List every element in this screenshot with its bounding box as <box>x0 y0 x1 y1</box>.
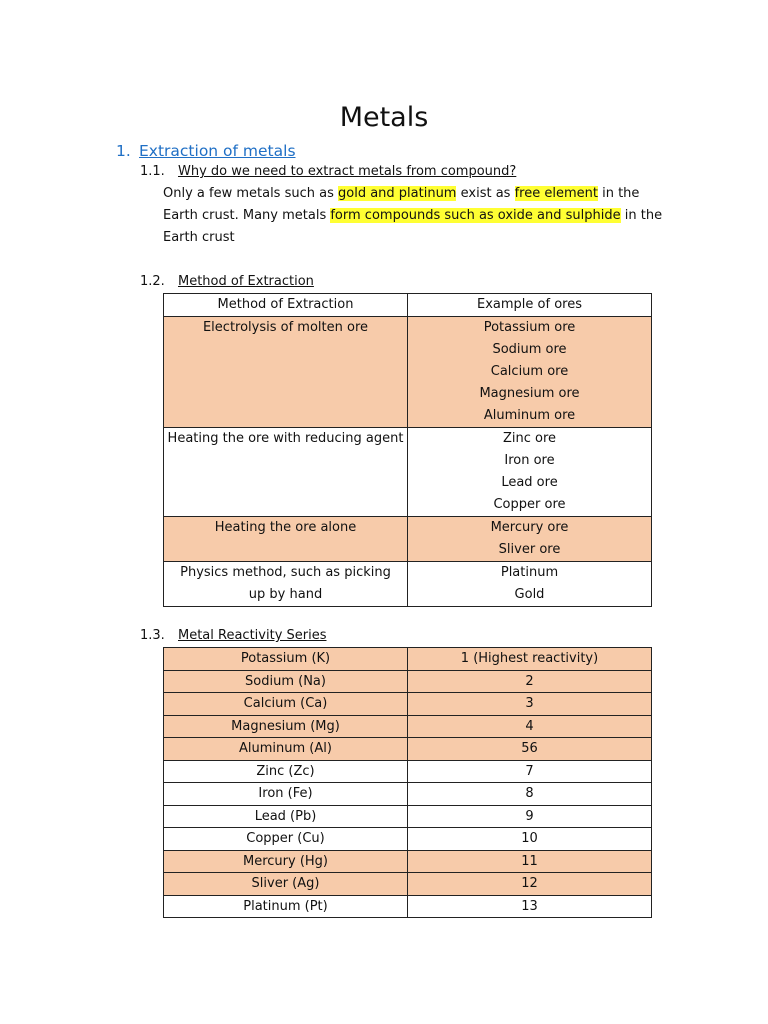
ores-cell <box>408 517 652 562</box>
method-text: Heating the ore alone <box>214 520 357 535</box>
table-row <box>164 805 652 828</box>
metal-cell: Lead (Pb) <box>164 805 408 828</box>
table-row <box>164 873 652 896</box>
table-row <box>164 760 652 783</box>
rank-cell: 11 <box>408 850 652 873</box>
ores-cell <box>408 562 652 607</box>
subsection-heading-why <box>140 162 516 182</box>
rank-cell: 12 <box>408 873 652 896</box>
metal-cell: Iron (Fe) <box>164 783 408 806</box>
text-run: in the Earth crust <box>163 208 663 245</box>
ore-item: Iron ore <box>504 453 555 468</box>
subsection-number: 1.2. <box>140 274 165 289</box>
table-row <box>164 670 652 693</box>
table-row <box>164 850 652 873</box>
page-title: Metals <box>339 102 429 133</box>
method-text: Physics method, such as picking up by hand <box>180 565 391 602</box>
subsection-title: Method of Extraction <box>178 274 314 289</box>
metal-cell: Mercury (Hg) <box>164 850 408 873</box>
rank-cell: 9 <box>408 805 652 828</box>
ore-item: Magnesium ore <box>479 386 580 401</box>
ore-item: Platinum <box>500 565 559 580</box>
section-title[interactable]: Extraction of metals <box>139 142 296 160</box>
extraction-method-table <box>163 293 652 607</box>
ore-item: Gold <box>514 587 545 602</box>
ore-item: Copper ore <box>493 497 566 512</box>
rank-cell: 4 <box>408 715 652 738</box>
subsection-number: 1.3. <box>140 628 165 643</box>
subsection-number: 1.1. <box>140 164 165 179</box>
metal-cell: Aluminum (Al) <box>164 738 408 761</box>
table-row <box>164 715 652 738</box>
ore-item: Aluminum ore <box>483 408 576 423</box>
ore-item: Potassium ore <box>483 320 576 335</box>
metal-cell: Potassium (K) <box>164 648 408 671</box>
method-text: Heating the ore with reducing agent <box>167 431 404 446</box>
method-text: Electrolysis of molten ore <box>202 320 369 335</box>
subsection-heading-reactivity <box>140 626 327 646</box>
table-row <box>164 648 652 671</box>
table-row <box>164 317 652 428</box>
highlight-compounds: form compounds such as oxide and sulphide <box>330 208 621 223</box>
table-row <box>164 783 652 806</box>
ore-item: Sodium ore <box>492 342 567 357</box>
metal-cell: Sliver (Ag) <box>164 873 408 896</box>
table-row <box>164 738 652 761</box>
metal-cell: Platinum (Pt) <box>164 895 408 918</box>
metal-cell: Calcium (Ca) <box>164 693 408 716</box>
rank-cell: 3 <box>408 693 652 716</box>
subsection-title: Why do we need to extract metals from compound? <box>178 164 517 179</box>
section-heading-extraction <box>116 140 296 162</box>
ore-item: Calcium ore <box>490 364 569 379</box>
table-header-cell: Method of Extraction <box>164 294 408 317</box>
highlight-free-element: free element <box>514 186 598 201</box>
ores-cell <box>408 428 652 517</box>
highlight-gold-platinum: gold and platinum <box>338 186 457 201</box>
text-run: in the Earth crust. Many metals <box>163 186 640 223</box>
intro-paragraph <box>163 183 663 249</box>
rank-cell: 10 <box>408 828 652 851</box>
table-header-row <box>164 294 652 317</box>
rank-cell: 2 <box>408 670 652 693</box>
ores-cell <box>408 317 652 428</box>
rank-cell: 7 <box>408 760 652 783</box>
method-cell <box>164 317 408 428</box>
ore-item: Mercury ore <box>490 520 569 535</box>
method-cell <box>164 562 408 607</box>
reactivity-series-table <box>163 647 652 918</box>
subsection-heading-method <box>140 272 314 292</box>
method-cell <box>164 428 408 517</box>
table-row <box>164 693 652 716</box>
ore-item: Zinc ore <box>502 431 557 446</box>
ore-item: Sliver ore <box>498 542 561 557</box>
table-row <box>164 428 652 517</box>
rank-cell: 56 <box>408 738 652 761</box>
metal-cell: Zinc (Zc) <box>164 760 408 783</box>
rank-cell: 8 <box>408 783 652 806</box>
metal-cell: Sodium (Na) <box>164 670 408 693</box>
text-run: exist as <box>456 186 515 201</box>
rank-cell: 1 (Highest reactivity) <box>408 648 652 671</box>
ore-item: Lead ore <box>501 475 558 490</box>
rank-cell: 13 <box>408 895 652 918</box>
table-row <box>164 517 652 562</box>
section-number: 1. <box>116 142 131 160</box>
table-row <box>164 828 652 851</box>
table-row <box>164 562 652 607</box>
table-header-cell: Example of ores <box>408 294 652 317</box>
text-run: Only a few metals such as <box>163 186 338 201</box>
method-cell <box>164 517 408 562</box>
metal-cell: Magnesium (Mg) <box>164 715 408 738</box>
subsection-title: Metal Reactivity Series <box>178 628 327 643</box>
table-row <box>164 895 652 918</box>
metal-cell: Copper (Cu) <box>164 828 408 851</box>
